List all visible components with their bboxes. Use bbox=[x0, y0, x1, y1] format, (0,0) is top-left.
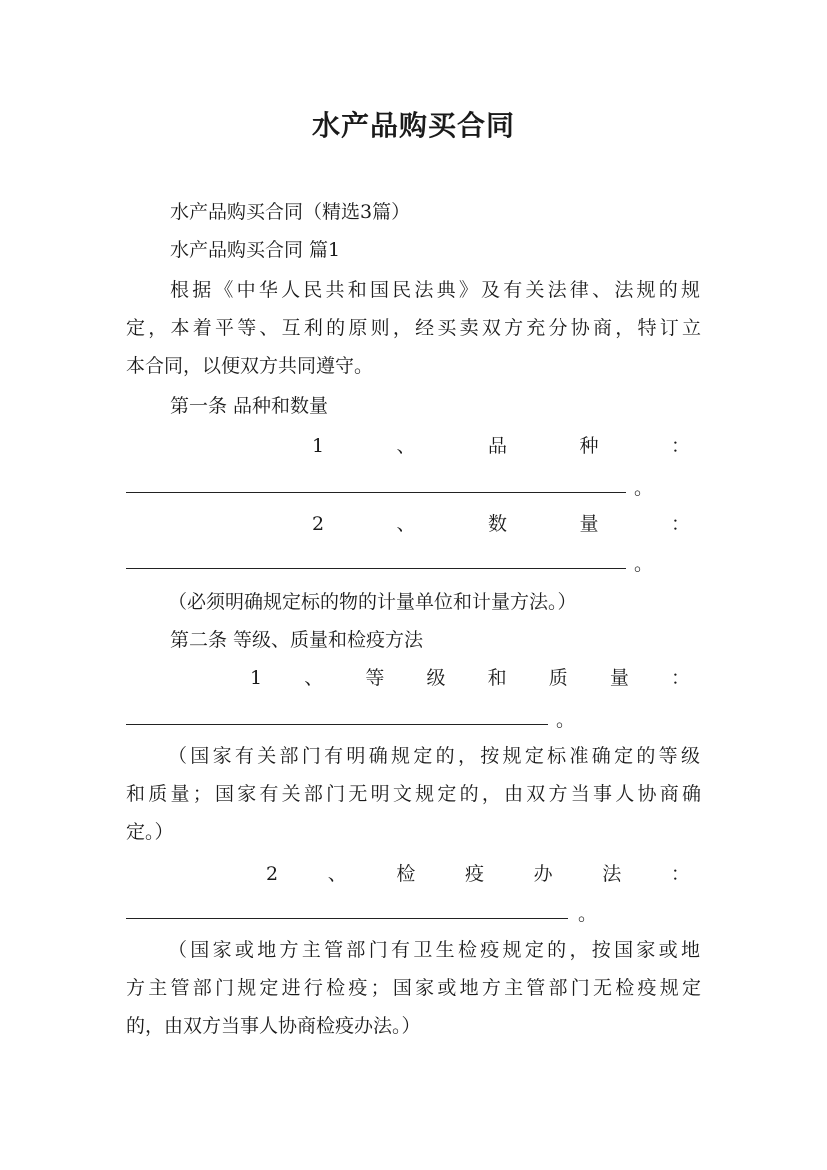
item-separator: 、 bbox=[396, 513, 416, 535]
part-label: 水产品购买合同 篇1 bbox=[170, 239, 341, 261]
article2-note1-line-3: 定。） bbox=[126, 821, 174, 843]
item-char: 办 bbox=[533, 863, 553, 885]
article1-note: （必须明确规定标的物的计量单位和计量方法。） bbox=[168, 591, 577, 613]
preamble-line-3: 本合同，以便双方共同遵守。 bbox=[126, 355, 374, 377]
article1-item1-label bbox=[312, 432, 690, 460]
item-number: 2 bbox=[312, 513, 325, 535]
item-number: 2 bbox=[266, 863, 279, 885]
item-colon: ： bbox=[670, 435, 690, 457]
item-separator: 、 bbox=[396, 435, 416, 457]
item-number: 1 bbox=[250, 667, 263, 689]
item-separator: 、 bbox=[304, 667, 324, 689]
article1-item1-period: 。 bbox=[634, 477, 654, 499]
item-char: 级 bbox=[426, 667, 446, 689]
item-char: 品 bbox=[488, 435, 508, 457]
item-char: 法 bbox=[602, 863, 622, 885]
article2-note2-line-3: 的，由双方当事人协商检疫办法。） bbox=[126, 1015, 421, 1037]
item-colon: ： bbox=[670, 863, 690, 885]
article2-note2-line-2: 方主管部门规定进行检疫；国家或地方主管部门无检疫规定 bbox=[126, 977, 701, 999]
article2-item2-label bbox=[266, 860, 690, 888]
article2-item1-label bbox=[250, 664, 690, 692]
preamble-line-2: 定，本着平等、互利的原则，经买卖双方充分协商，特订立 bbox=[126, 317, 701, 339]
article2-item1-blank[interactable] bbox=[126, 724, 548, 725]
item-char: 等 bbox=[365, 667, 385, 689]
article2-item2-blank[interactable] bbox=[126, 918, 568, 919]
article2-item2-period: 。 bbox=[578, 903, 598, 925]
article2-heading: 第二条 等级、质量和检疫方法 bbox=[170, 629, 424, 651]
article1-item2-label bbox=[312, 510, 690, 538]
article1-item2-blank[interactable] bbox=[126, 568, 626, 569]
item-char: 检 bbox=[396, 863, 416, 885]
article2-note1-line-1: （国家有关部门有明确规定的，按规定标准确定的等级 bbox=[168, 745, 700, 767]
item-colon: ： bbox=[670, 513, 690, 535]
article2-item1-period: 。 bbox=[556, 709, 576, 731]
item-char: 数 bbox=[488, 513, 508, 535]
article1-item2-period: 。 bbox=[634, 553, 654, 575]
intro-line: 水产品购买合同（精选3篇） bbox=[170, 201, 411, 223]
article2-note2-line-1: （国家或地方主管部门有卫生检疫规定的，按国家或地 bbox=[168, 939, 700, 961]
item-char: 量 bbox=[609, 667, 629, 689]
item-colon: ： bbox=[670, 667, 690, 689]
document-title: 水产品购买合同 bbox=[311, 109, 515, 142]
article1-heading: 第一条 品种和数量 bbox=[170, 395, 329, 417]
article2-note1-line-2: 和质量；国家有关部门无明文规定的，由双方当事人协商确 bbox=[126, 783, 701, 805]
item-char: 质 bbox=[548, 667, 568, 689]
article1-item1-blank[interactable] bbox=[126, 492, 626, 493]
item-char: 和 bbox=[487, 667, 507, 689]
item-char: 量 bbox=[579, 513, 599, 535]
item-char: 种 bbox=[579, 435, 599, 457]
item-char: 疫 bbox=[465, 863, 485, 885]
item-separator: 、 bbox=[327, 863, 347, 885]
preamble-line-1: 根据《中华人民共和国民法典》及有关法律、法规的规 bbox=[170, 279, 700, 301]
item-number: 1 bbox=[312, 435, 325, 457]
